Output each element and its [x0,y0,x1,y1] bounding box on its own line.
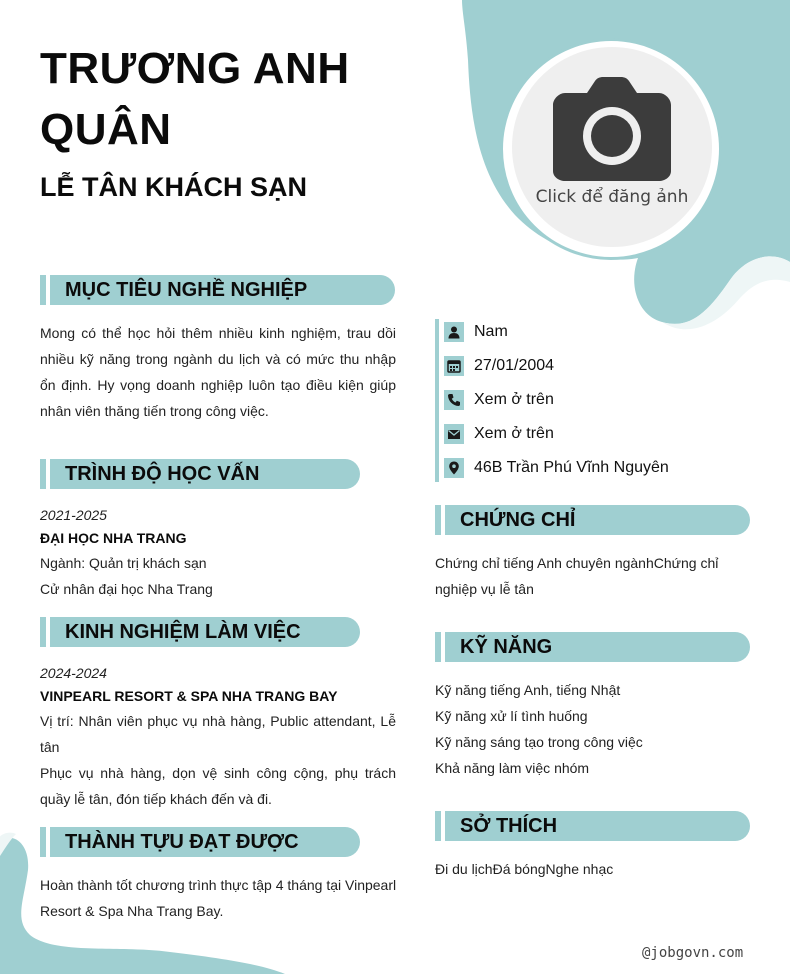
education-heading [40,459,360,489]
education-degree: Cử nhân đại học Nha Trang [40,581,213,597]
certificates-heading-title: CHỨNG CHỈ [460,509,576,531]
photo-caption[interactable]: Click để đăng ảnh [535,187,689,207]
education-heading-title: TRÌNH ĐỘ HỌC VẤN [65,463,260,485]
skills-heading [435,632,750,662]
contact-birthday [444,355,554,377]
calendar-icon [444,356,464,376]
achievements-text: Hoàn thành tốt chương trình thực tập 4 tháng tại Vinpearl Resort & Spa Nha Trang Bay. [40,877,397,919]
job-title: LỄ TÂN KHÁCH SẠN [40,172,307,202]
skill-item: Kỹ năng xử lí tình huống [435,708,588,724]
objective-heading [40,275,395,305]
heading-accent-bar [435,811,441,841]
skill-item: Kỹ năng tiếng Anh, tiếng Nhật [435,682,621,698]
experience-heading-title: KINH NGHIỆM LÀM VIỆC [65,621,301,643]
email-value: Xem ở trên [474,425,554,442]
education-period: 2021-2025 [40,507,107,523]
birthday-value: 27/01/2004 [474,357,555,374]
heading-accent-bar [435,505,441,535]
heading-accent-bar [435,632,441,662]
mail-icon [444,424,464,444]
contact-address [444,457,669,479]
objective-text: Mong có thể học hỏi thêm nhiều kinh nghiệm, trau dồi nhiều kỹ năng trong ngành du lịch và có mức thu nhập ổn định. Hy vọng doanh nghiệp luôn tạo điều kiện giúp nhân viên thăng tiến trong công việc. [40,325,396,419]
heading-accent-bar [40,617,46,647]
education-major: Ngành: Quản trị khách sạn [40,555,207,571]
address-value: 46B Trần Phú Vĩnh Nguyên [474,459,669,476]
objective-heading-title: MỤC TIÊU NGHỀ NGHIỆP [65,279,308,301]
person-icon [444,322,464,342]
contact-phone [444,389,554,411]
watermark: @jobgovn.com [642,945,744,961]
certificates-text: Chứng chỉ tiếng Anh chuyên ngànhChứng chỉ nghiệp vụ lễ tân [435,555,719,597]
achievements-heading [40,827,360,857]
skill-item: Khả năng làm việc nhóm [435,760,590,776]
hobbies-heading [435,811,750,841]
camera-icon[interactable] [553,77,671,181]
certificates-heading [435,505,750,535]
contact-email [444,423,554,445]
heading-accent-bar [40,459,46,489]
contact-accent-bar [435,319,439,482]
hobbies-text: Đi du lịchĐá bóngNghe nhạc [435,861,614,877]
candidate-name: TRƯƠNG ANH QUÂN [40,44,350,154]
phone-value: Xem ở trên [474,391,554,408]
location-pin-icon [444,458,464,478]
education-school: ĐẠI HỌC NHA TRANG [40,530,187,546]
contact-gender [444,321,508,343]
experience-heading [40,617,360,647]
skills-heading-title: KỸ NĂNG [460,636,553,658]
heading-accent-bar [40,827,46,857]
experience-duties: Phục vụ nhà hàng, dọn vệ sinh công cộng, phụ trách quầy lễ tân, đón tiếp khách đến và đi. [40,765,396,807]
gender-value: Nam [474,323,508,340]
skill-item: Kỹ năng sáng tạo trong công việc [435,734,643,750]
phone-icon [444,390,464,410]
achievements-heading-title: THÀNH TỰU ĐẠT ĐƯỢC [65,831,299,853]
heading-accent-bar [40,275,46,305]
experience-period: 2024-2024 [40,665,107,681]
hobbies-heading-title: SỞ THÍCH [460,815,558,837]
experience-position: Vị trí: Nhân viên phục vụ nhà hàng, Public attendant, Lễ tân [40,713,396,755]
experience-company: VINPEARL RESORT & SPA NHA TRANG BAY [40,688,338,704]
